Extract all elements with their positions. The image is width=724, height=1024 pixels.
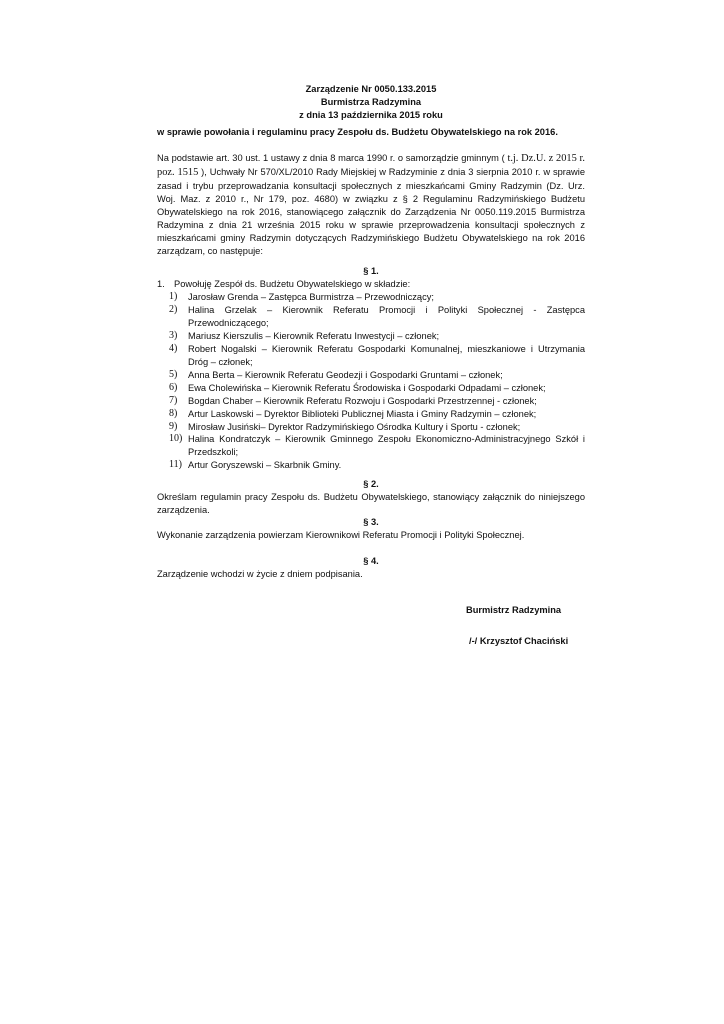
team-member-item xyxy=(157,343,585,369)
team-member-item xyxy=(157,421,585,434)
team-member-text: Mirosław Jusiński– Dyrektor Radzymińskiego Ośrodka Kultury i Sportu - członek; xyxy=(188,421,521,432)
team-member-text: Halina Kondratczyk – Kierownik Gminnego Zespołu Ekonomiczno-Administracyjnego Szkół i Przedszkoli; xyxy=(188,434,585,458)
signature-name: /-/ Krzysztof Chaciński xyxy=(469,636,569,646)
document-header xyxy=(157,83,585,123)
team-member-item xyxy=(157,408,585,421)
preamble xyxy=(157,152,585,258)
team-member-item xyxy=(157,304,585,330)
team-member-text: Artur Goryszewski – Skarbnik Gminy. xyxy=(188,460,342,471)
team-member-text: Bogdan Chaber – Kierownik Referatu Rozwoju i Gospodarki Przestrzennej - członek; xyxy=(188,395,537,406)
preamble-part-2: ), Uchwały Nr 570/XL/2010 Rady Miejskiej w Radzyminie z dnia 3 sierpnia 2010 r. w sprawie zasad i trybu przeprowadzania konsultacji społecznych z mieszkańcami Gminy Radzymin (Dz. Urz. Woj. Maz. z 2010 r., Nr 179, poz. 4680) w związku z § 2 Regulaminu Radzymińskiego Budżetu Obywatelskiego na rok 2016, stanowiącego załącznik do Zarządzenia Nr 0050.119.2015 Burmistrza Radzymina z dnia 21 września 2015 roku w sprawie przeprowadzenia konsultacji społecznych z mieszkańcami gminy Radzymin dotyczących Radzymińskiego Budżetu Obywatelskiego na rok 2016 zarządzam, co następuje: xyxy=(157,166,586,256)
team-member-number: 9) xyxy=(169,420,178,432)
issuer: Burmistrza Radzymina xyxy=(320,97,422,108)
section-4-text: Zarządzenie wchodzi w życie z dniem podpisania. xyxy=(157,569,363,579)
section-3-heading: § 3. xyxy=(363,517,379,527)
document-subject: w sprawie powołania i regulaminu pracy Zespołu ds. Budżetu Obywatelskiego na rok 2016. xyxy=(157,127,558,137)
team-member-text: Ewa Cholewińska – Kierownik Referatu Środowiska i Gospodarki Odpadami – członek; xyxy=(188,382,546,393)
team-member-item xyxy=(157,330,585,343)
team-member-text: Artur Laskowski – Dyrektor Biblioteki Publicznej Miasta i Gminy Radzymin – członek; xyxy=(188,408,537,419)
issue-date: z dnia 13 października 2015 roku xyxy=(299,110,443,121)
team-member-number: 7) xyxy=(169,394,178,406)
team-members-list xyxy=(157,291,585,472)
team-member-number: 2) xyxy=(169,303,178,315)
team-member-number: 8) xyxy=(169,407,178,419)
team-member-text: Jarosław Grenda – Zastępca Burmistrza – Przewodniczący; xyxy=(188,292,434,302)
team-member-item xyxy=(157,291,585,304)
ordinance-number: Zarządzenie Nr 0050.133.2015 xyxy=(305,84,437,94)
section-1-point-number: 1. xyxy=(157,279,165,289)
signature-title: Burmistrz Radzymina xyxy=(466,605,562,615)
team-member-item xyxy=(157,369,585,382)
section-2-text: Określam regulamin pracy Zespołu ds. Budżetu Obywatelskiego, stanowiący załącznik do niniejszego zarządzenia. xyxy=(157,492,585,515)
team-member-text: Robert Nogalski – Kierownik Referatu Gospodarki Komunalnej, mieszkaniowe i Utrzymania Dróg – członek; xyxy=(188,343,585,367)
team-member-item xyxy=(157,459,585,472)
section-1-intro-text: Powołuję Zespół ds. Budżetu Obywatelskiego w składzie: xyxy=(174,279,411,289)
team-member-number: 1) xyxy=(169,291,178,302)
team-member-number: 5) xyxy=(169,368,178,380)
team-member-text: Mariusz Kierszulis – Kierownik Referatu Inwestycji – członek; xyxy=(188,330,440,341)
team-member-item xyxy=(157,395,585,408)
team-member-number: 11) xyxy=(169,459,182,471)
section-2-heading: § 2. xyxy=(363,479,379,489)
section-4-heading: § 4. xyxy=(363,556,379,566)
preamble-legal-reference: t.j. Dz.U. z 2015 r. poz. 1515 xyxy=(157,153,585,178)
team-member-item xyxy=(157,433,585,459)
section-1-intro xyxy=(157,278,585,291)
section-3-text: Wykonanie zarządzenia powierzam Kierownikowi Referatu Promocji i Polityki Społecznej. xyxy=(157,530,525,540)
team-member-text: Anna Berta – Kierownik Referatu Geodezji i Gospodarki Gruntami – członek; xyxy=(188,369,503,380)
team-member-item xyxy=(157,382,585,395)
team-member-number: 10) xyxy=(169,433,183,445)
preamble-part-1: Na podstawie art. 30 ust. 1 ustawy z dnia 8 marca 1990 r. o samorządzie gminnym ( xyxy=(157,153,508,163)
section-1-heading: § 1. xyxy=(363,266,379,276)
team-member-text: Halina Grzelak – Kierownik Referatu Promocji i Polityki Społecznej - Zastępca Przewodniczącego; xyxy=(188,304,585,328)
team-member-number: 6) xyxy=(169,381,178,393)
team-member-number: 4) xyxy=(169,342,178,354)
team-member-number: 3) xyxy=(169,329,178,341)
